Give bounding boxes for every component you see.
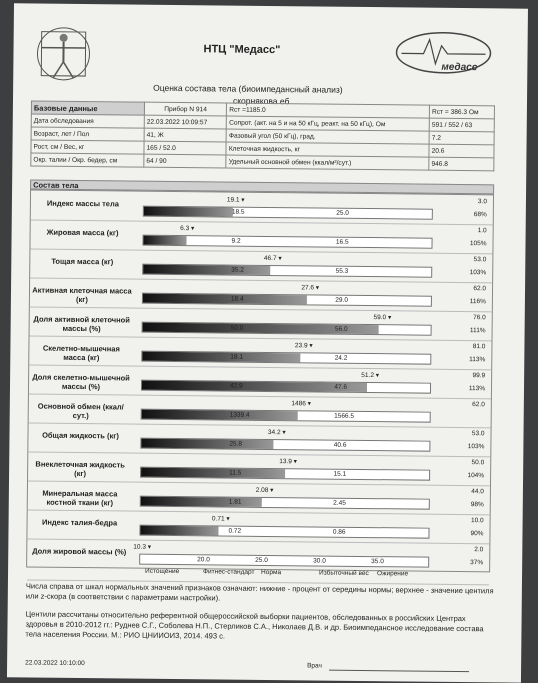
right-top-value: 53.0: [472, 430, 485, 437]
composition-bar: [139, 554, 429, 568]
norm-high-label: 40.6: [334, 442, 347, 449]
fat-scale-tick: 20.0: [197, 556, 210, 563]
vitruvian-man-logo: [33, 24, 94, 83]
composition-row-label: Активная клеточная масса (кг): [32, 286, 132, 305]
phase-angle-value: 7.2: [429, 131, 494, 145]
norm-high-label: 2.45: [333, 500, 346, 507]
age-sex-label: Возраст, лет / Пол: [31, 127, 144, 141]
norm-low-label: 18.1: [230, 354, 243, 361]
logo-text: медасс: [441, 62, 477, 73]
composition-bar: [140, 438, 430, 452]
right-top-value: 1.0: [478, 227, 487, 234]
fat-scale-tick: 25.0: [255, 557, 268, 564]
rst-ohm-value: Rст = 386.3 Ом: [429, 105, 494, 119]
right-bottom-value: 37%: [470, 559, 483, 566]
specific-metabolism-label: Удельный основной обмен (ккал/м²/сут.): [226, 155, 429, 170]
composition-row-label: Доля скелетно-мышечной массы (%): [31, 373, 131, 392]
composition-row-label: Доля активной клеточной массы (%): [32, 315, 132, 334]
norm-high-label: 16.5: [336, 239, 349, 246]
reference-note: Центили рассчитаны относительно референтной общероссийской выборки пациентов, обследованных в российских Центрах здоровья в 2010-2012 гг.: Руднев С.Г., Соболева Н.П., Стерликов С.А., Николаев Д.В. и др. Биоимпедансное исследование состава тела населения России. М.: РИО ЦНИИОИЗ, 2014. 493 с.: [25, 609, 495, 644]
norm-low-label: 9.2: [231, 238, 240, 245]
composition-value: 51.2 ▾: [361, 371, 379, 379]
composition-bar-fill: [141, 439, 274, 449]
age-sex-value: 41, Ж: [144, 128, 226, 142]
norm-low-label: 35.2: [231, 267, 244, 274]
composition-bar-fill: [143, 265, 270, 275]
right-top-value: 2.0: [474, 546, 483, 553]
norm-low-label: 1.81: [229, 499, 242, 506]
composition-value: 46.7 ▾: [264, 254, 282, 262]
print-timestamp: 22.03.2022 10:10:00: [25, 659, 85, 667]
norm-high-label: 47.6: [334, 384, 347, 391]
composition-row-label: Общая жидкость (кг): [30, 431, 130, 441]
cell-fluid-label: Клеточная жидкость, кг: [226, 142, 429, 157]
right-bottom-value: 103%: [468, 443, 485, 450]
right-top-value: 3.0: [478, 198, 487, 205]
fat-category-label: Фитнес-стандарт: [203, 568, 254, 576]
cell-fluid-value: 20.6: [429, 144, 494, 158]
composition-row: [27, 538, 489, 585]
composition-bar-fill: [144, 207, 233, 217]
base-data-heading: Базовые данные: [31, 101, 144, 115]
resistance-value: 591 / 552 / 63: [429, 118, 494, 132]
composition-bar-fill: [142, 410, 298, 421]
device-label: Прибор N 914: [144, 102, 226, 116]
composition-value: 59.0 ▾: [374, 313, 392, 321]
right-top-value: 10.0: [471, 517, 484, 524]
rst-value: Rст =1185.0: [227, 103, 430, 118]
right-bottom-value: 104%: [467, 472, 484, 479]
right-bottom-value: 116%: [470, 298, 486, 305]
norm-high-label: 24.2: [335, 355, 348, 362]
norm-low-label: 18.4: [231, 296, 244, 303]
right-top-value: 99.9: [472, 372, 485, 379]
scale-note: Числа справа от шкал нормальных значений признаков означают: нижние - процент от середины нормы; верхнее - значение центиля или z-скора (в соответствии с параметрами настройки).: [26, 581, 496, 606]
composition-value: 13.9 ▾: [279, 457, 297, 465]
composition-bar-fill: [142, 352, 300, 363]
norm-low-label: 42.9: [230, 383, 243, 390]
height-weight-value: 165 / 52.0: [144, 141, 226, 155]
norm-low-label: 11.5: [229, 470, 241, 477]
composition-bar-fill: [140, 526, 218, 536]
right-top-value: 81.0: [473, 343, 486, 350]
exam-date-label: Дата обследования: [31, 114, 144, 128]
composition-bar: [141, 351, 431, 365]
waist-hip-label: Окр. талии / Окр. бедер, см: [31, 153, 144, 167]
body-composition-heading: Состав тела: [30, 179, 494, 194]
base-data-table: [30, 100, 495, 171]
right-top-value: 50.0: [472, 459, 485, 466]
right-bottom-value: 113%: [469, 356, 485, 363]
norm-high-label: 25.0: [336, 210, 349, 217]
composition-bar: [139, 525, 429, 539]
phase-angle-label: Фазовый угол (50 кГц), град.: [226, 129, 429, 144]
norm-high-label: 0.86: [333, 529, 346, 536]
medass-logo: [393, 27, 494, 78]
composition-bar-fill: [141, 468, 285, 479]
right-top-value: 76.0: [473, 314, 486, 321]
composition-row-label: Индекс массы тела: [33, 199, 133, 209]
fat-scale-tick: 30.0: [313, 557, 326, 564]
norm-low-label: 1339.4: [230, 412, 250, 419]
composition-value: 6.3 ▾: [180, 224, 194, 232]
composition-row-label: Основной обмен (ккал/сут.): [31, 402, 131, 421]
composition-value: 34.2 ▾: [268, 428, 286, 436]
composition-row-label: Минеральная масса костной ткани (кг): [30, 489, 130, 508]
report-page: [7, 3, 528, 682]
fat-scale-tick: 35.0: [371, 558, 384, 565]
composition-row-label: Жировая масса (кг): [33, 228, 133, 238]
right-bottom-value: 68%: [474, 211, 487, 218]
composition-bar-fill: [143, 236, 186, 245]
norm-high-label: 1566.5: [334, 413, 354, 420]
right-bottom-value: 105%: [470, 240, 487, 247]
composition-bar: [142, 293, 432, 307]
right-top-value: 44.0: [471, 488, 484, 495]
composition-value: 2.08 ▾: [256, 486, 274, 494]
composition-bar-fill: [141, 497, 262, 507]
body-composition-grid: [26, 189, 494, 572]
doctor-label: Врач: [307, 662, 322, 669]
right-top-value: 62.0: [473, 285, 486, 292]
fat-category-label: Избыточный вес: [319, 570, 369, 578]
composition-bar: [141, 409, 431, 423]
right-bottom-value: 90%: [470, 530, 483, 537]
doctor-signature-line: [329, 670, 469, 672]
composition-bar: [140, 467, 430, 481]
composition-row-label: Доля жировой массы (%): [29, 546, 129, 556]
fat-category-label: Ожирение: [377, 570, 408, 577]
report-title: Оценка состава тела (биоимпедансный анализ): [153, 83, 343, 95]
center-name: НТЦ "Медасс": [203, 43, 280, 56]
norm-low-label: 0.72: [228, 528, 241, 535]
composition-bar-fill: [143, 294, 307, 305]
right-top-value: 62.0: [472, 401, 485, 408]
patient-name: скорнякова еб: [233, 96, 289, 107]
right-top-value: 53.0: [474, 256, 487, 263]
composition-row-label: Скелетно-мышечная масса (кг): [31, 344, 131, 363]
right-bottom-value: 98%: [471, 501, 484, 508]
composition-value: 0.71 ▾: [212, 514, 230, 522]
composition-bar-fill: [142, 381, 367, 392]
norm-high-label: 15.1: [333, 471, 346, 478]
norm-low-label: 50.0: [231, 325, 244, 332]
composition-bar: [142, 322, 432, 336]
composition-row-label: Тощая масса (кг): [32, 257, 132, 267]
norm-high-label: 56.0: [335, 326, 348, 333]
resistance-label: Сопрот. (акт. на 5 и на 50 кГц, реакт. на 50 кГц), Ом: [227, 116, 430, 131]
composition-value: 1486 ▾: [291, 399, 311, 407]
composition-bar: [142, 235, 432, 249]
right-bottom-value: 111%: [470, 327, 486, 334]
exam-date-value: 22.03.2022 10:09:57: [144, 115, 226, 129]
norm-high-label: 55.3: [336, 268, 349, 275]
norm-high-label: 29.0: [335, 297, 348, 304]
right-bottom-value: 103%: [470, 269, 487, 276]
composition-value: 27.6 ▾: [301, 283, 319, 291]
fat-category-label: Истощение: [145, 568, 179, 575]
composition-bar: [143, 206, 433, 220]
waist-hip-value: 64 / 90: [144, 154, 226, 168]
fat-category-label: Норма: [261, 569, 281, 576]
norm-low-label: 25.8: [229, 441, 242, 448]
composition-bar: [140, 496, 430, 510]
height-weight-label: Рост, см / Вес, кг: [31, 140, 144, 154]
composition-row-label: Индекс талия-бедра: [30, 518, 130, 528]
right-bottom-value: 113%: [469, 385, 485, 392]
composition-value: 23.9 ▾: [295, 341, 313, 349]
composition-value: 10.3 ▾: [133, 543, 151, 551]
composition-value: 19.1 ▾: [227, 196, 245, 204]
composition-bar: [141, 380, 431, 394]
composition-row-label: Внеклеточная жидкость (кг): [30, 460, 130, 479]
specific-metabolism-value: 946.8: [429, 157, 494, 171]
norm-low-label: 18.5: [232, 209, 245, 216]
composition-bar: [142, 264, 432, 278]
